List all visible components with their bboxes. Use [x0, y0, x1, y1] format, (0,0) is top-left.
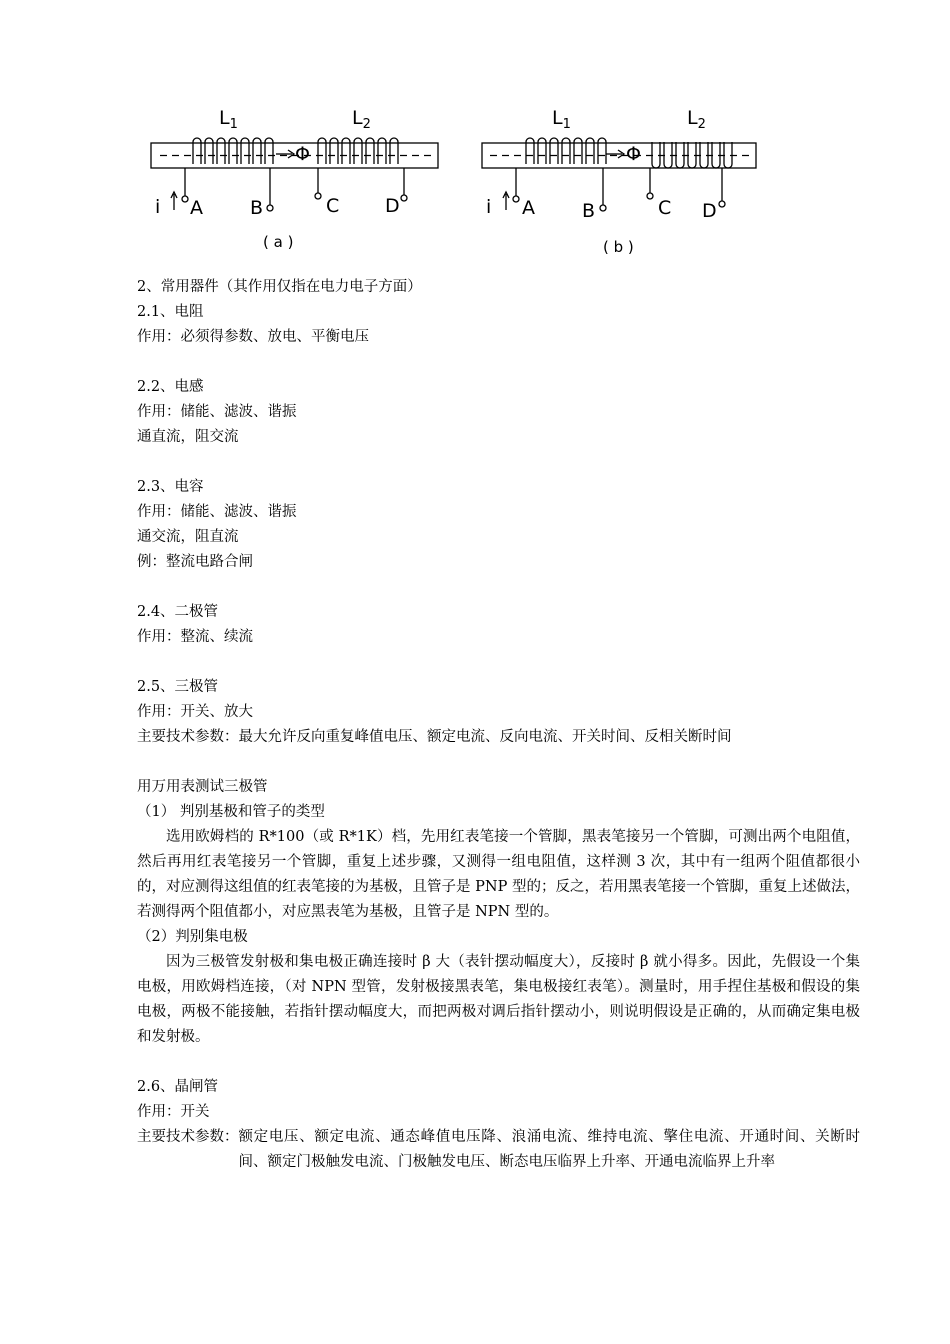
section-2-4-title: 2.4、二极管 — [137, 604, 219, 620]
section-2-3-example: 例：整流电路合闸 — [137, 554, 253, 570]
spacer — [137, 650, 860, 675]
section-2-3-note: 通交流，阻直流 — [137, 529, 239, 545]
terminal-b-b — [600, 205, 606, 211]
step-2-text: 因为三极管发射极和集电极正确连接时 β 大（表针摆动幅度大），反接时 β 就小得多。因此，先假设一个集电极，用欧姆档连接，（对 NPN 型管，发射极接黑表笔，集电极接红表笔）。测量时，用手捏住基极和假设的集电极，两极不能接触，若指针摆动幅度大，而把两极对调后指针摆动小，则说明假设是正确的，从而确定集电极和发射极。 — [137, 954, 860, 1045]
section-2-3-title: 2.3、电容 — [137, 479, 204, 495]
section-2-3-use: 作用：储能、滤波、谐振 — [137, 504, 297, 520]
winding-l2-b — [652, 142, 732, 168]
diagram-a-labels — [155, 107, 400, 251]
winding-l1-b — [526, 138, 606, 164]
section-2-5-use: 作用：开关、放大 — [137, 704, 253, 720]
label-terminal-b-b: B — [582, 200, 596, 222]
section-2-5-params: 主要技术参数：最大允许反向重复峰值电压、额定电流、反向电流、开关时间、反相关断时间 — [137, 729, 732, 745]
label-i-b: i — [486, 196, 492, 218]
terminal-b-a — [267, 205, 273, 211]
label-terminal-c-a: C — [326, 195, 340, 217]
section-2-5-title: 2.5、三极管 — [137, 679, 219, 695]
label-l2-a: $L_2$ — [352, 107, 371, 132]
caption-b: ( b ) — [603, 238, 634, 256]
label-terminal-d-b: D — [702, 200, 717, 222]
spacer — [137, 575, 860, 600]
step-2-title: （2）判别集电极 — [137, 929, 248, 945]
spacer — [137, 1050, 860, 1075]
label-phi-b: Φ — [626, 143, 641, 165]
label-terminal-c-b: C — [658, 197, 672, 219]
winding-l1-a — [193, 138, 273, 164]
core-bar-b — [482, 143, 756, 168]
section-2-2-use: 作用：储能、滤波、谐振 — [137, 404, 297, 420]
label-l2-b: $L_2$ — [687, 107, 706, 132]
section-2-1-use: 作用：必须得参数、放电、平衡电压 — [137, 329, 369, 345]
section-2-4-use: 作用：整流、续流 — [137, 629, 253, 645]
label-i-a: i — [155, 196, 161, 218]
section-2-title: 2、常用器件（其作用仅指在电力电子方面） — [137, 279, 422, 295]
coil-diagrams — [0, 100, 950, 270]
section-2-6-params — [137, 1125, 860, 1175]
section-2-6-use: 作用：开关 — [137, 1104, 210, 1120]
params-value: 额定电压、额定电流、通态峰值电压降、浪涌电流、维持电流、擎住电流、开通时间、关断时间、额定门极触发电流、门极触发电压、断态电压临界上升率、开通电流临界上升率 — [238, 1129, 860, 1170]
terminal-c-b — [647, 193, 653, 199]
step-1-title: （1） 判别基极和管子的类型 — [137, 804, 325, 820]
coil-diagrams-svg — [0, 100, 950, 270]
section-2-1-title: 2.1、电阻 — [137, 304, 204, 320]
terminal-d-a — [401, 195, 407, 201]
label-terminal-b-a: B — [250, 197, 264, 219]
spacer — [137, 450, 860, 475]
terminal-a-a — [182, 196, 188, 202]
spacer — [137, 350, 860, 375]
label-l1-a: $L_1$ — [219, 107, 238, 132]
winding-l2-a — [318, 138, 398, 164]
label-terminal-a-a: A — [190, 197, 203, 219]
label-phi-a: Φ — [295, 143, 310, 165]
document-body — [137, 275, 860, 1175]
multimeter-test-title: 用万用表测试三极管 — [137, 779, 268, 795]
label-l1-b: $L_1$ — [552, 107, 571, 132]
spacer — [137, 750, 860, 775]
label-terminal-d-a: D — [385, 195, 400, 217]
params-label: 主要技术参数： — [137, 1129, 239, 1145]
label-terminal-a-b: A — [522, 197, 535, 219]
section-2-2-title: 2.2、电感 — [137, 379, 204, 395]
terminal-c-a — [315, 193, 321, 199]
terminal-a-b — [513, 196, 519, 202]
section-2-6-title: 2.6、晶闸管 — [137, 1079, 219, 1095]
step-1-text: 选用欧姆档的 R*100（或 R*1K）档，先用红表笔接一个管脚，黑表笔接另一个管脚，可测出两个电阻值，然后再用红表笔接另一个管脚，重复上述步骤，又测得一组电阻值，这样测 3 次，其中有一组两个阻值都很小的，对应测得这组值的红表笔接的为基极，且管子是 PNP 型的；反之，若用黑表笔接一个管脚，重复上述做法，若测得两个阻值都小，对应黑表笔为基极，且管子是 NPN 型的。 — [137, 829, 860, 920]
caption-a: ( a ) — [263, 233, 294, 251]
terminal-d-b — [719, 201, 725, 207]
section-2-2-note: 通直流，阻交流 — [137, 429, 239, 445]
diagram-b-labels — [486, 107, 717, 256]
